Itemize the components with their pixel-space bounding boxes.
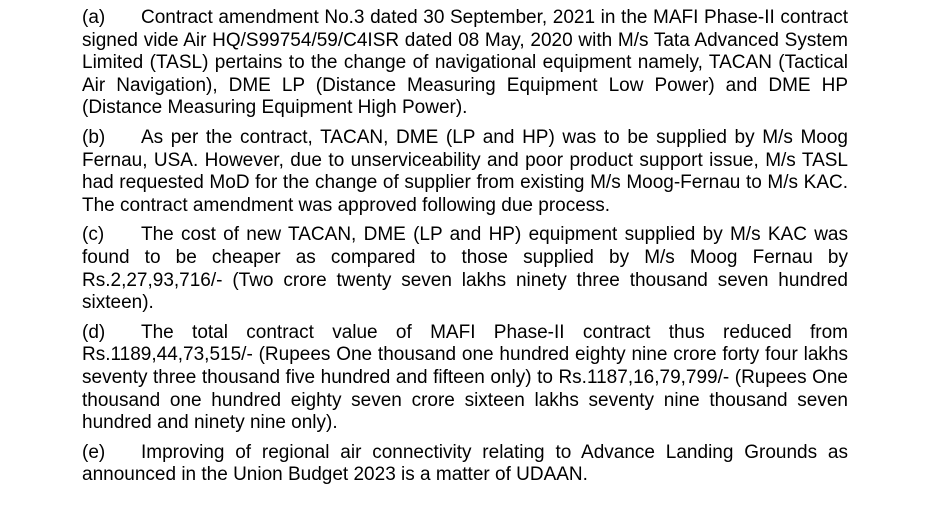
paragraph-label: (a) bbox=[82, 7, 106, 28]
paragraph-text: The cost of new TACAN, DME (LP and HP) equipment supplied by M/s KAC was found to be cheaper as compared to those supplied by M/s Moog Fernau by Rs.2,27,93,716/- (Two crore twenty seven lakhs ninety three thousand seven hundred sixteen). bbox=[82, 224, 848, 314]
paragraph-text: As per the contract, TACAN, DME (LP and HP) was to be supplied by M/s Moog Fernau, USA. However, due to unserviceability and poor product support issue, M/s TASL had requested MoD for the change of supplier from existing M/s Moog-Fernau to M/s KAC. The contract amendment was approved following due process. bbox=[82, 126, 848, 216]
paragraph-text: The total contract value of MAFI Phase-II contract thus reduced from Rs.1189,44,73,515/- (Rupees One thousand one hundred eighty nine crore forty four lakhs seventy three thousand five hundred and fifteen only) to Rs.1187,16,79,799/- (Rupees One thousand one hundred eighty seven crore sixteen lakhs seventy nine thousand seven hundred and ninety nine only). bbox=[82, 321, 848, 434]
paragraph-label: (d) bbox=[82, 321, 106, 343]
paragraph-label: (b) bbox=[82, 126, 106, 148]
paragraph-b bbox=[82, 127, 848, 217]
paragraph-e bbox=[82, 442, 848, 487]
paragraph-a bbox=[82, 7, 848, 120]
paragraph-d bbox=[82, 322, 848, 435]
paragraph-text: Contract amendment No.3 dated 30 September, 2021 in the MAFI Phase-II contract signed vide Air HQ/S99754/59/C4ISR dated 08 May, 2020 with M/s Tata Advanced System Limited (TASL) pertains to the change of navigational equipment namely, TACAN (Tactical Air Navigation), DME LP (Distance Measuring Equipment Low Power) and DME HP (Distance Measuring Equipment High Power). bbox=[82, 7, 848, 119]
paragraph-label: (e) bbox=[82, 441, 106, 463]
paragraph-label: (c) bbox=[82, 224, 105, 246]
document-body bbox=[82, 7, 848, 494]
paragraph-c bbox=[82, 224, 848, 314]
paragraph-text: Improving of regional air connectivity relating to Advance Landing Grounds as announced in the Union Budget 2023 is a matter of UDAAN. bbox=[82, 441, 848, 486]
